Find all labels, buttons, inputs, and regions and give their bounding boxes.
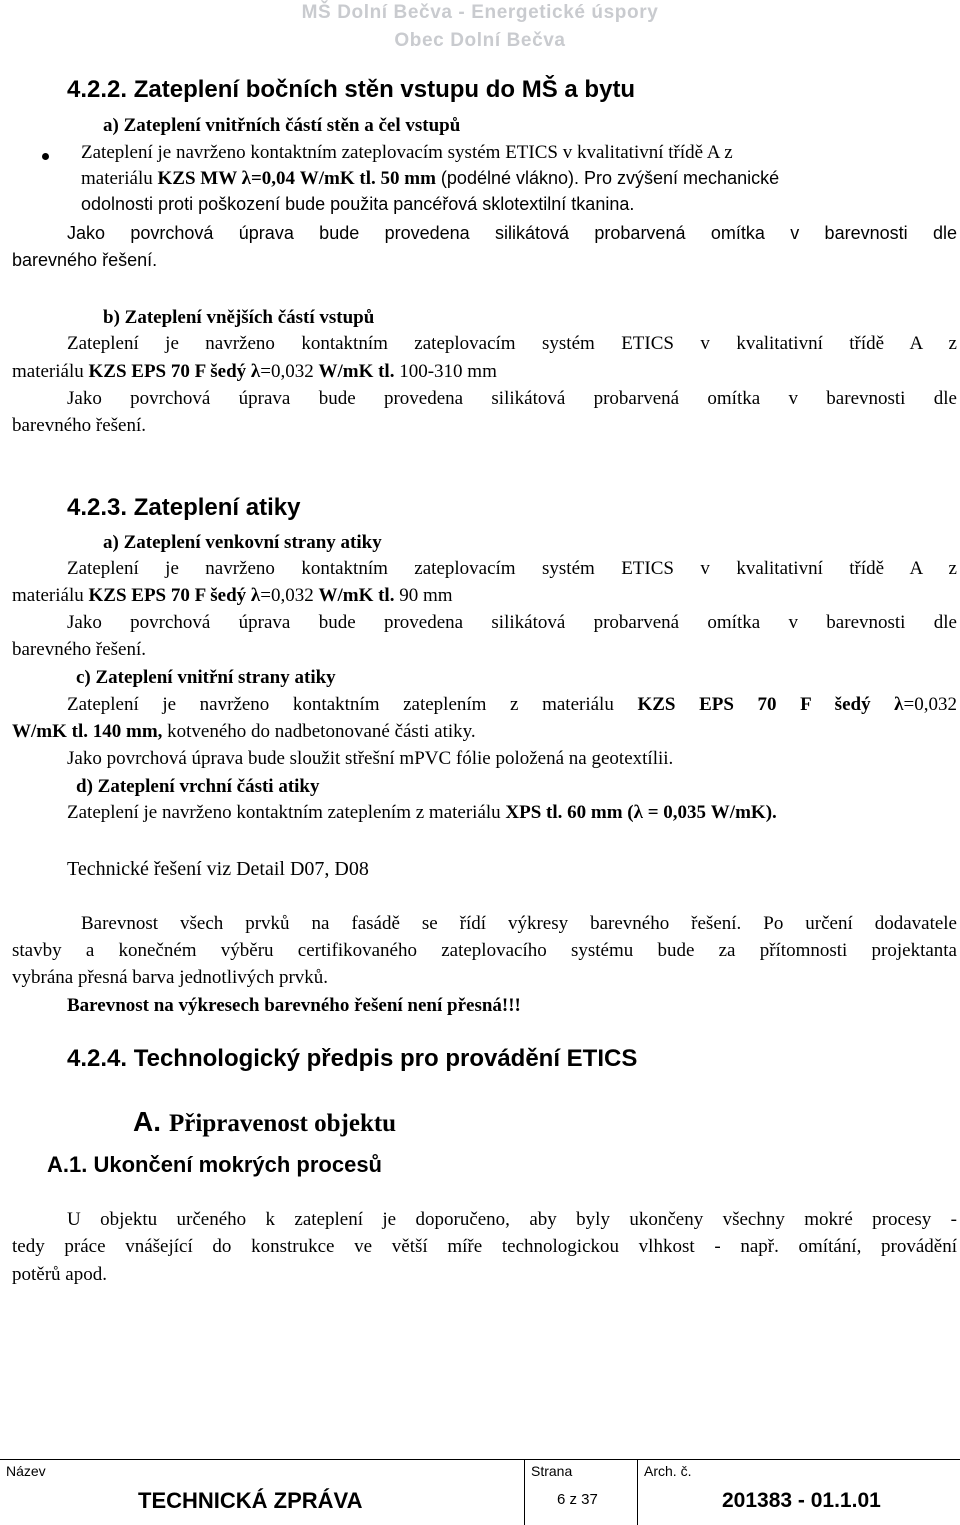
paragraph-line: Jako povrchová úprava bude provedena silikátová probarvená omítka v barevnosti dle	[67, 388, 957, 409]
header-client: Obec Dolní Bečva	[394, 30, 566, 51]
paragraph-line: U objektu určeného k zateplení je doporučeno, aby byly ukončeny všechny mokré procesy -	[67, 1209, 957, 1230]
subsection-a1-heading: A.1. Ukončení mokrých procesů	[47, 1152, 382, 1177]
footer-page-cell	[524, 1460, 638, 1525]
paragraph-line: Barevnost všech prvků na fasádě se řídí výkresy barevného řešení. Po určení dodavatele	[81, 913, 957, 934]
subsection-a-heading: a) Zateplení venkovní strany atiky	[103, 532, 382, 553]
paragraph-line: materiálu KZS MW λ=0,04 W/mK tl. 50 mm (podélné vlákno). Pro zvýšení mechanické	[81, 168, 780, 189]
paragraph-line: W/mK tl. 140 mm, kotveného do nadbetonované části atiky.	[12, 721, 476, 742]
footer-page-value: 6 z 37	[557, 1491, 598, 1508]
footer-name-value: TECHNICKÁ ZPRÁVA	[138, 1488, 363, 1513]
subsection-c-heading: c) Zateplení vnitřní strany atiky	[76, 667, 336, 688]
subsection-a-heading: a) Zateplení vnitřních částí stěn a čel vstupů	[103, 115, 461, 136]
subsection-a-title: A. Připravenost objektu	[133, 1106, 397, 1137]
color-warning: Barevnost na výkresech barevného řešení není přesná!!!	[67, 995, 521, 1016]
section-4-2-3-heading: 4.2.3. Zateplení atiky	[67, 494, 301, 521]
paragraph-line: odolnosti proti poškození bude použita pancéřová sklotextilní tkanina.	[81, 194, 635, 214]
header-project-title: MŠ Dolní Bečva - Energetické úspory	[301, 2, 659, 23]
paragraph-line: Jako povrchová úprava bude provedena silikátová probarvená omítka v barevnosti dle	[67, 612, 957, 633]
footer-title-block	[0, 1459, 960, 1525]
paragraph-line: barevného řešení.	[12, 639, 146, 660]
paragraph-line: Zateplení je navrženo kontaktním zateplovacím systém ETICS v kvalitativní třídě A z	[67, 333, 957, 354]
paragraph-line: Jako povrchová úprava bude sloužit střešní mPVC fólie položená na geotextílii.	[67, 748, 674, 769]
paragraph-line: Zateplení je navrženo kontaktním zateplením z materiálu XPS tl. 60 mm (λ = 0,035 W/mK).	[67, 802, 777, 823]
detail-reference: Technické řešení viz Detail D07, D08	[67, 858, 369, 880]
footer-name-cell	[0, 1460, 524, 1525]
footer-arch-cell	[637, 1460, 960, 1525]
section-4-2-4-heading: 4.2.4. Technologický předpis pro provádění ETICS	[67, 1045, 638, 1072]
paragraph-line: Zateplení je navrženo kontaktním zateplovacím systém ETICS v kvalitativní třídě A z	[67, 558, 957, 579]
footer-arch-label: Arch. č.	[644, 1463, 692, 1479]
paragraph-line: potěrů apod.	[12, 1264, 107, 1285]
section-4-2-2-heading: 4.2.2. Zateplení bočních stěn vstupu do MŠ a bytu	[67, 76, 636, 103]
bullet-icon	[42, 153, 49, 160]
paragraph-line: vybrána přesná barva jednotlivých prvků.	[12, 967, 329, 988]
paragraph-line: tedy práce vnášející do konstrukce ve větší míře technologickou vlhkost - např. omítání, provádění	[12, 1236, 957, 1257]
paragraph-line: barevného řešení.	[12, 415, 146, 436]
paragraph-line: stavby a konečném výběru certifikovaného zateplovacího systému bude za přítomnosti projektanta	[12, 940, 957, 961]
footer-arch-value: 201383 - 01.1.01	[722, 1489, 881, 1512]
paragraph-line: Zateplení je navrženo kontaktním zateplovacím systém ETICS v kvalitativní třídě A z	[81, 142, 733, 163]
paragraph-line: Jako povrchová úprava bude provedena silikátová probarvená omítka v barevnosti dle	[67, 223, 957, 243]
footer-name-label: Název	[6, 1463, 46, 1479]
subsection-b-heading: b) Zateplení vnějších částí vstupů	[103, 307, 375, 328]
paragraph-line: materiálu KZS EPS 70 F šedý λ=0,032 W/mK tl. 100-310 mm	[12, 361, 497, 382]
footer-page-label: Strana	[531, 1463, 573, 1479]
paragraph-line: Zateplení je navrženo kontaktním zateplením z materiálu KZS EPS 70 F šedý λ=0,032	[67, 694, 957, 715]
paragraph-line: materiálu KZS EPS 70 F šedý λ=0,032 W/mK tl. 90 mm	[12, 585, 453, 606]
paragraph-line: barevného řešení.	[12, 250, 158, 270]
subsection-d-heading: d) Zateplení vrchní části atiky	[76, 776, 320, 797]
